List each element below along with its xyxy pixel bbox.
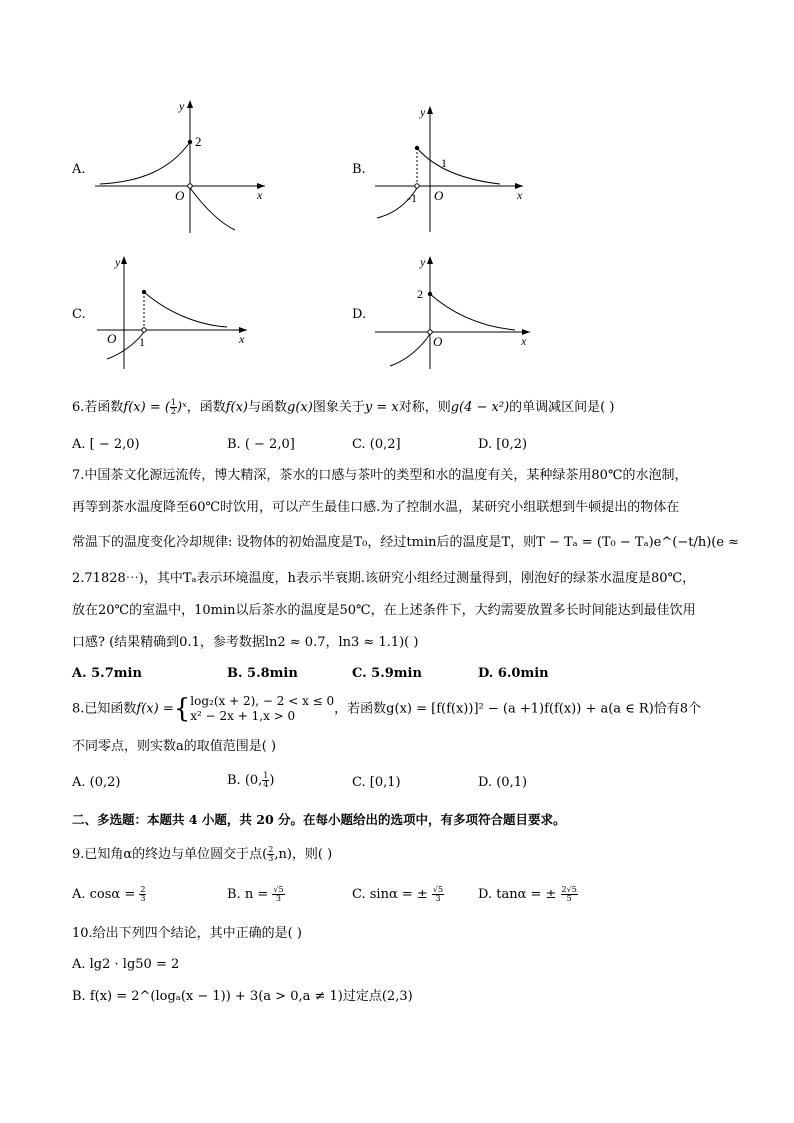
graph-b-y-label: y [420,105,426,119]
q6-option-c: C. (0,2] [352,437,401,452]
graph-b-origin: O [434,188,444,203]
graph-c-label: C. [72,307,86,322]
graph-a-label: A. [72,162,86,177]
q9-stem: 9.已知角α的终边与单位圆交于点( $\frac{2}{3}$ ,n)，则( ) [72,845,333,863]
q8-line-2: 不同零点，则实数a的取值范围是( ) [72,739,277,754]
q6-option-b: B. ( − 2,0] [227,437,295,452]
q7-line-6: 口感? (结果精确到0.1，参考数据ln2 ≈ 0.7，ln3 ≈ 1.1)( ) [72,635,419,650]
graph-b [375,104,530,234]
graph-a [95,98,270,238]
q7-line-1: 7.中国茶文化源远流传，博大精深，茶水的口感与茶叶的类型和水的温度有关，某种绿茶用80℃的水泡制， [72,468,688,483]
graph-c-tick-1: 1 [139,335,145,349]
graph-a-tick-2: 2 [195,134,202,149]
graph-a-y-label: y [179,99,185,113]
q6-stem: 6.若函数f(x) = ( $\frac{1}{2}$ )ˣ，函数f(x)与函数g(x)图象关于y = x对称，则g(4 − x²)的单调减区间是( ) [72,398,615,416]
graph-c-y-label: y [115,255,121,269]
graph-b-label: B. [352,162,366,177]
graph-c-origin: O [107,331,117,346]
graph-a-x-label: x [257,188,263,202]
graph-c-x-label: x [239,332,245,346]
q7-option-b: B. 5.8min [227,666,298,681]
q7-line-4: 2.71828⋯)，其中Tₐ表示环境温度，h表示半衰期.该研究小组经过测量得到，刚泡好的绿茶水温度是80℃， [72,571,696,586]
q7-option-d: D. 6.0min [478,666,549,681]
q9-option-d: D. tanα = ± $\frac{2√5}{5}$ [478,885,577,903]
q8-option-b: B. (0, $\frac{1}{4}$ ) [227,771,275,789]
graph-d-origin: O [433,334,443,349]
q9-option-b: B. n = $\frac{√5}{3}$ [227,885,284,903]
graph-a-origin: O [175,188,185,203]
q10-option-a: A. lg2 · lg50 = 2 [72,957,180,972]
q7-line-3: 常温下的温度变化冷却规律: 设物体的初始温度是T₀，经过tmin后的温度是T，则T − Tₐ = (T₀ − Tₐ)e^(−t/h)(e ≈ [72,535,740,550]
q8-stem: 8.已知函数f(x) ={ log₂(x + 2), − 2 < x ≤ 0 x² − 2x + 1,x > 0 ，若函数g(x) = [f(f(x))]² − (a +1)f(f(x)) + a(a ∈ R)恰有8个 [72,694,702,724]
q8-option-c: C. [0,1) [352,775,401,790]
graph-d [375,254,535,374]
q7-line-2: 再等到茶水温度降至60℃时饮用，可以产生最佳口感.为了控制水温，某研究小组联想到牛顿提出的物体在 [72,500,680,515]
q9-option-c: C. sinα = ± $\frac{√5}{3}$ [352,885,444,903]
q7-option-c: C. 5.9min [352,666,422,681]
graph-d-label: D. [352,307,367,322]
graph-b-x-label: x [517,188,523,202]
q8-option-a: A. (0,2) [72,775,121,790]
section-2-header: 二、多选题：本题共 4 小题，共 20 分。在每小题给出的选项中，有多项符合题目要求。 [72,812,566,827]
graph-b-tick-1: 1 [441,156,447,170]
graph-d-y-label: y [420,255,426,269]
q6-option-a: A. [ − 2,0) [72,437,140,452]
q10-option-b: B. f(x) = 2^(logₐ(x − 1)) + 3(a > 0,a ≠ 1)过定点(2,3) [72,989,413,1004]
q9-option-a: A. cosα = $\frac{2}{3}$ [72,885,146,903]
q10-stem: 10.给出下列四个结论，其中正确的是( ) [72,926,302,941]
graph-d-x-label: x [521,334,527,348]
graph-c [97,254,252,374]
graph-b-tick-neg1: -1 [407,191,417,205]
q6-option-d: D. [0,2) [478,437,528,452]
q7-line-5: 放在20℃的室温中，10min以后茶水的温度是50℃，在上述条件下，大约需要放置多长时间能达到最佳饮用 [72,603,696,618]
q8-option-d: D. (0,1) [478,775,528,790]
graph-d-tick-2: 2 [417,287,423,301]
q7-option-a: A. 5.7min [72,666,142,681]
